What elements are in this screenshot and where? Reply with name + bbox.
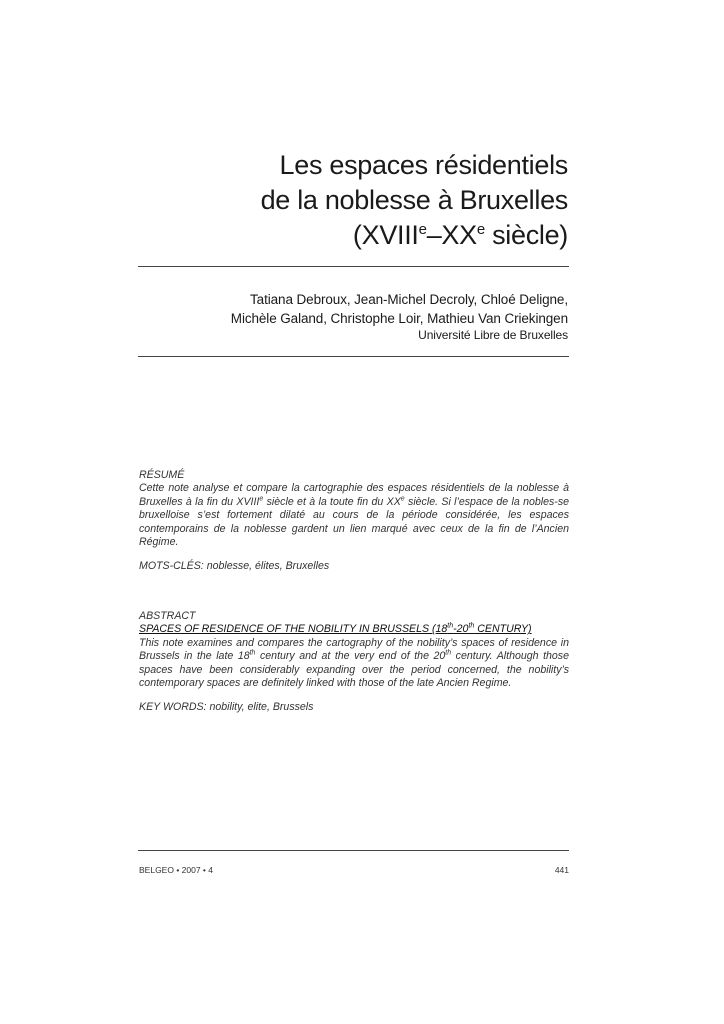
title-superscript: e	[476, 221, 485, 238]
abstract-subtitle	[139, 623, 569, 636]
authors-line-1: Tatiana Debroux, Jean-Michel Decroly, Chloé Deligne,	[250, 292, 568, 307]
resume-text-part: Cette note analyse et compare la cartographie des espaces résidentiels de la noblesse à Bruxelles à la fin du XVIII	[139, 482, 569, 508]
authors-line-2: Michèle Galand, Christophe Loir, Mathieu Van Criekingen	[230, 311, 568, 326]
abstract-subtitle-part: SPACES OF RESIDENCE OF THE NOBILITY IN BRUSSELS (18	[139, 623, 448, 636]
title-line-3	[261, 218, 568, 253]
title-line-3-part: (XVIII	[352, 220, 419, 250]
authors-divider	[138, 356, 569, 357]
resume-text-part: siècle et à la toute fin du XX	[263, 495, 401, 508]
abstract-heading: ABSTRACT	[139, 610, 196, 622]
abstract-superscript: th	[445, 649, 452, 657]
resume-superscript: e	[259, 495, 264, 503]
title-line-3-part: –XX	[426, 220, 477, 250]
resume-keywords: MOTS-CLÉS: noblesse, élites, Bruxelles	[139, 560, 330, 573]
title-superscript: e	[418, 221, 427, 238]
affiliation: Université Libre de Bruxelles	[418, 328, 568, 342]
resume-superscript: e	[400, 495, 405, 503]
author-block	[231, 290, 568, 343]
page-footer	[139, 865, 569, 875]
abstract-subtitle-part: CENTURY)	[474, 623, 532, 636]
abstract-text-part: century. Although those spaces have been considerably expanding over the period concerned, the nobility’s contemporary spaces are definitely linked with those of the late Ancien Regime.	[139, 650, 569, 690]
abstract-text-part: century and at the very end of the 20	[255, 650, 446, 663]
abstract-keywords: KEY WORDS: nobility, elite, Brussels	[139, 701, 314, 714]
resume-text-part: siècle. Si l’espace de la nobles-se bruxelloise s’est fortement dilaté au cours de la période considérée, les espaces contemporains de la noblesse gardent un lien marqué avec ceux de la fin de l’Ancien Régime.	[139, 495, 570, 549]
page-number: 441	[554, 865, 569, 875]
resume-text	[139, 482, 569, 548]
abstract-subtitle-superscript: th	[447, 622, 454, 630]
abstract-subtitle-superscript: th	[468, 622, 475, 630]
title-line-1: Les espaces résidentiels	[279, 150, 568, 180]
resume-heading: RÉSUMÉ	[139, 469, 185, 481]
footer-divider	[138, 850, 569, 851]
title-line-2: de la noblesse à Bruxelles	[260, 185, 568, 215]
top-divider	[138, 266, 569, 267]
title-line-3-part: siècle)	[484, 220, 568, 250]
abstract-subtitle-part: -20	[453, 623, 469, 636]
abstract-section	[139, 610, 569, 715]
abstract-text	[139, 637, 569, 689]
abstract-superscript: th	[249, 649, 256, 657]
resume-section	[139, 469, 569, 574]
article-title	[261, 148, 568, 253]
journal-info: BELGEO • 2007 • 4	[139, 865, 213, 875]
abstract-text-part: This note examines and compares the cartography of the nobility’s spaces of residence in Brussels in the late 18	[139, 636, 569, 663]
